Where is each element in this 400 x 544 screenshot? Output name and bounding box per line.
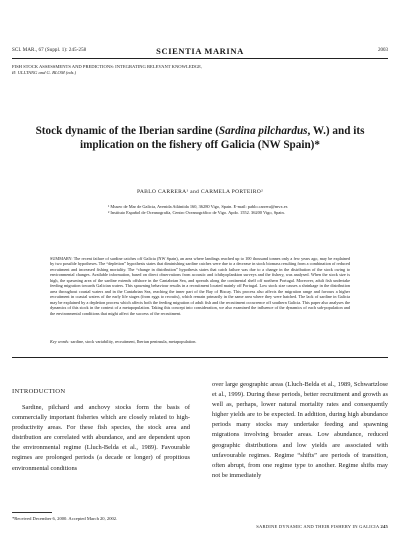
journal-name: SCIENTIA MARINA bbox=[156, 46, 244, 56]
authors: PABLO CARRERA¹ and CARMELA PORTEIRO² bbox=[136, 189, 264, 195]
affiliation-2: ² Instituto Español de Oceanografía, Centro Oceanográfico de Vigo. Apdo. 1552. 36200 Vigo, Spain. bbox=[108, 209, 285, 215]
series-info bbox=[12, 64, 382, 76]
section-heading-introduction: INTRODUCTION bbox=[12, 388, 66, 395]
footnote-rule bbox=[12, 512, 52, 513]
intro-left-column: Sardine, pilchard and anchovy stocks form the basis of commercially important fisheries which are closely related to high-productivity areas. For these fish species, the stock area and distribution are correlated with abundance, and are dependent upon the environmental regime (Lluch-Belda et al., 1989). Favourable regimes are prolonged periods (a decade or longer) of propitious environmental conditions bbox=[12, 404, 190, 472]
header-rule bbox=[12, 58, 388, 59]
abstract-rule bbox=[12, 357, 388, 358]
journal-year: 2003 bbox=[378, 48, 388, 53]
abstract bbox=[50, 256, 350, 316]
keywords bbox=[50, 339, 350, 344]
abstract-label: SUMMARY: bbox=[50, 256, 73, 261]
keywords-text: sardine, stock variability, recruitment, Iberian peninsula, metapopulation. bbox=[69, 339, 197, 344]
title-species: Sardina pilchardus bbox=[218, 125, 308, 137]
title-part-1: Stock dynamic of the Iberian sardine ( bbox=[35, 125, 219, 137]
keywords-label: Key words: bbox=[50, 339, 70, 344]
journal-reference: SCI. MAR., 67 (Suppl. 1): 245-258 bbox=[12, 48, 87, 53]
series-title: FISH STOCK ASSESSMENTS AND PREDICTIONS: INTEGRATING RELEVANT KNOWLEDGE, bbox=[12, 64, 203, 69]
affiliations bbox=[108, 204, 388, 216]
title-part-2: , W.) and its implication on the fishery off Galicia (NW Spain)* bbox=[79, 125, 365, 151]
page-number: 245 bbox=[380, 524, 388, 529]
footnote: *Received December 6, 2000. Accepted March 20, 2002. bbox=[12, 516, 118, 521]
running-footer-text: SARDINE DYNAMIC AND THEIR FISHERY IN GALICIA bbox=[256, 524, 380, 529]
paper-title bbox=[30, 124, 370, 152]
running-footer bbox=[256, 524, 388, 529]
abstract-text: The recent failure of sardine catches off Galicia (NW Spain), an area where landings reached up to 100 thousand tonnes only a few years ago, may be explained by two possible hypotheses. The “depletion” hypothesis states that diminishing sardine catches were due to a decrease in stock biomass resulting from a combination of reduced recruitment and increased fishing mortality. The “change in distribution” hypothesis states that catch failure was due to a change in the distribution of the stock owing to environmental changes. Available information, based on direct observations from acoustic and ichthyoplankton surveys and the fishery, was analysed. When the stock size is high, the spawning area of the sardine extends offshore in the Cantabrian Sea, and spreads along the continental shelf off northern Portugal. Moreover, adult fish undertake feeding migration towards Galician waters. This spawning behaviour results in a recruitment located mainly off Portugal. Low stock size causes a shrinkage in the distribution area throughout coastal waters and in the Cantabrian Sea, reaching the inner part of the Bay of Biscay. This process also affects the migration range and favours a higher recruitment in coastal waters of the early life stages (from eggs to recruits), which remain primarily in the same area where they were hatched. The lack of sardine in Galicia may be explained by a depletion process which affects both the feeding migration of adult fish and the recruitment occurrence off southern Galicia. This paper also analyses the dynamics of this stock in the context of a metapopulation. Taking this concept into consideration, we also examined the influence of the dynamics of each sub-population and the environmental conditions that might affect the success of the recruitment. bbox=[50, 256, 350, 316]
affiliation-1: ¹ Museo de Mar de Galicia, Avenida Atlántida 160, 36280 Vigo, Spain. E-mail: pablo.carrera@mvx.es bbox=[108, 204, 288, 209]
intro-right-column: over large geographic areas (Lluch-Belda et al., 1989, Schwartzlose et al., 1999). During these periods, better recruitment and growth as well as, perhaps, lower natural mortality rates and consequently higher yields are to be expected. In addition, during high abundance periods many stocks may undertake feeding and spawning migrations involving broader areas. Low abundance, reduced geographic distributions and low yields are associated with unfavourable regimes. Regime “shifts” are periods of transition, often abrupt, from one regime type to another. Regime shifts may not be immediately bbox=[212, 381, 388, 479]
series-editors: Ø. ULLTANG and G. BLOM (eds.) bbox=[12, 70, 77, 76]
